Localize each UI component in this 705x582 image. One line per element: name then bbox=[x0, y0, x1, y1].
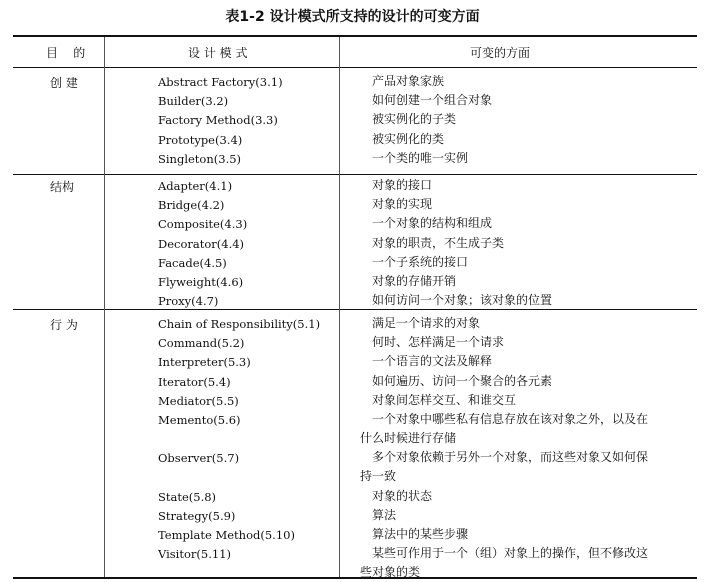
pattern-name: Bridge(4.2) bbox=[158, 198, 225, 213]
aspect-line: 算法中的某些步骤 bbox=[372, 527, 469, 542]
column-divider-2 bbox=[339, 37, 340, 577]
variable-aspect bbox=[372, 487, 692, 506]
pattern-name: Visitor(5.11) bbox=[158, 547, 231, 562]
pattern-name: Template Method(5.10) bbox=[158, 528, 295, 543]
group-divider-1 bbox=[13, 174, 697, 175]
variable-aspect bbox=[372, 291, 692, 310]
variable-aspect bbox=[372, 506, 692, 525]
variable-aspect bbox=[372, 253, 692, 272]
pattern-name: Mediator(5.5) bbox=[158, 393, 239, 408]
variable-aspect bbox=[372, 149, 692, 168]
top-rule bbox=[13, 35, 697, 37]
pattern-name: Observer(5.7) bbox=[158, 451, 240, 466]
variable-aspect bbox=[372, 195, 692, 214]
pattern-name: Interpreter(5.3) bbox=[158, 355, 251, 370]
aspect-line: 如何创建一个组合对象 bbox=[372, 93, 493, 108]
aspect-line: 对象的接口 bbox=[372, 178, 433, 192]
pattern-name: Facade(4.5) bbox=[158, 255, 227, 270]
aspect-line: 如何访问一个对象；该对象的位置 bbox=[372, 293, 553, 308]
variable-aspect bbox=[360, 448, 692, 486]
aspect-line: 一个类的唯一实例 bbox=[372, 150, 469, 165]
aspect-line: 多个对象依赖于另外一个对象，而这些对象又如何保 bbox=[372, 450, 649, 465]
variable-aspect bbox=[372, 372, 692, 391]
column-divider-1 bbox=[104, 37, 105, 577]
header-aspect: 可变的方面 bbox=[470, 46, 531, 60]
aspect-line-continued: 些对象的类 bbox=[360, 565, 421, 580]
aspect-line: 产品对象家族 bbox=[372, 74, 445, 88]
aspect-line: 一个子系统的接口 bbox=[372, 254, 469, 269]
aspect-line: 对象的存储开销 bbox=[372, 274, 457, 288]
purpose-label: 结构 bbox=[50, 180, 75, 194]
aspect-line: 对象间怎样交互、和谁交互 bbox=[372, 392, 517, 407]
aspect-line: 对象的状态 bbox=[372, 488, 433, 503]
header-pattern: 设 计 模 式 bbox=[188, 46, 248, 60]
pattern-name: Adapter(4.1) bbox=[158, 179, 233, 193]
variable-aspect bbox=[360, 544, 692, 582]
aspect-line: 一个对象的结构和组成 bbox=[372, 216, 493, 231]
variable-aspect bbox=[372, 525, 692, 544]
variable-aspect bbox=[372, 352, 692, 371]
aspect-line: 对象的职责，不生成子类 bbox=[372, 235, 505, 250]
pattern-name: Strategy(5.9) bbox=[158, 509, 236, 523]
pattern-name: Iterator(5.4) bbox=[158, 374, 231, 389]
variable-aspect bbox=[372, 214, 692, 233]
aspect-line: 算法 bbox=[372, 508, 397, 522]
pattern-name: Chain of Responsibility(5.1) bbox=[158, 317, 321, 331]
aspect-line: 某些可作用于一个（组）对象上的操作，但不修改这 bbox=[372, 546, 649, 561]
pattern-name: Decorator(4.4) bbox=[158, 236, 245, 251]
variable-aspect bbox=[372, 333, 692, 352]
variable-aspect bbox=[372, 391, 692, 410]
header-rule bbox=[13, 67, 697, 68]
pattern-name: Builder(3.2) bbox=[158, 94, 229, 109]
header-purpose: 目 的 bbox=[46, 46, 86, 60]
variable-aspect bbox=[372, 110, 692, 129]
variable-aspect bbox=[372, 91, 692, 110]
aspect-line: 何时、怎样满足一个请求 bbox=[372, 335, 505, 350]
aspect-line: 被实例化的子类 bbox=[372, 112, 457, 127]
aspect-line: 一个语言的文法及解释 bbox=[372, 354, 493, 369]
pattern-name: Proxy(4.7) bbox=[158, 294, 219, 309]
pattern-name: Composite(4.3) bbox=[158, 217, 248, 232]
aspect-line: 对象的实现 bbox=[372, 197, 433, 212]
variable-aspect bbox=[372, 234, 692, 253]
variable-aspect bbox=[372, 130, 692, 149]
variable-aspect bbox=[372, 272, 692, 291]
aspect-line-continued: 什么时候进行存储 bbox=[360, 431, 457, 445]
aspect-line: 一个对象中哪些私有信息存放在该对象之外，以及在 bbox=[372, 412, 649, 426]
pattern-name: Command(5.2) bbox=[158, 336, 245, 351]
pattern-name: Factory Method(3.3) bbox=[158, 113, 278, 128]
pattern-name: State(5.8) bbox=[158, 489, 217, 504]
aspect-line: 被实例化的类 bbox=[372, 131, 445, 146]
table-caption: 表1-2 设计模式所支持的设计的可变方面 bbox=[225, 9, 480, 25]
purpose-label: 创 建 bbox=[50, 76, 78, 90]
purpose-label: 行 为 bbox=[50, 318, 78, 332]
pattern-name: Prototype(3.4) bbox=[158, 132, 243, 147]
variable-aspect bbox=[372, 72, 692, 91]
aspect-line: 满足一个请求的对象 bbox=[372, 316, 481, 330]
aspect-line: 如何遍历、访问一个聚合的各元素 bbox=[372, 373, 553, 388]
variable-aspect bbox=[372, 176, 692, 195]
pattern-name: Memento(5.6) bbox=[158, 413, 241, 427]
variable-aspect bbox=[360, 410, 692, 448]
aspect-line-continued: 持一致 bbox=[360, 469, 397, 484]
pattern-name: Abstract Factory(3.1) bbox=[158, 75, 283, 89]
pattern-name: Singleton(3.5) bbox=[158, 151, 242, 166]
variable-aspect bbox=[372, 314, 692, 333]
pattern-name: Flyweight(4.6) bbox=[158, 275, 244, 289]
